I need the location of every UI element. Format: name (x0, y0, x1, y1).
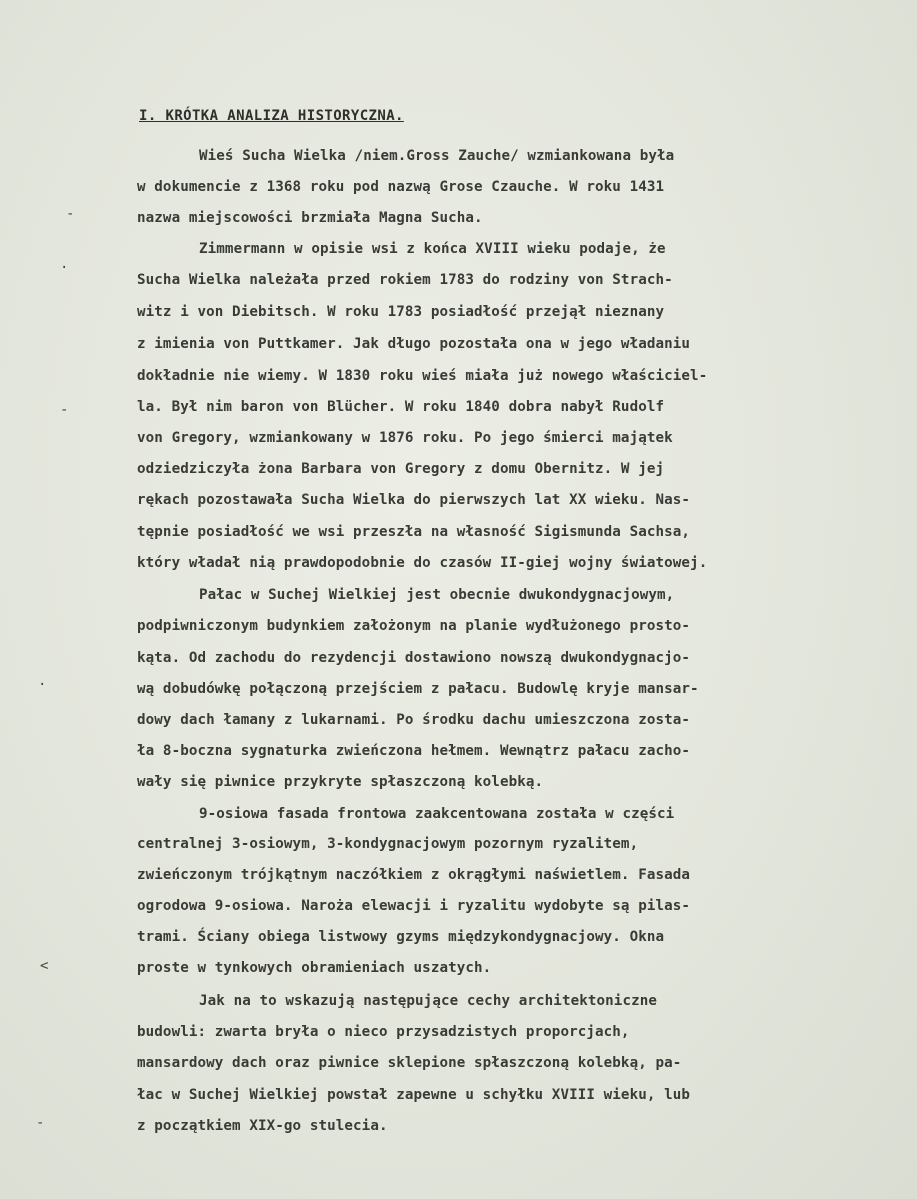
text-line: ogrodowa 9-osiowa. Naroża elewacji i ryzalitu wydobyte są pilas- (137, 898, 691, 914)
margin-mark: - (66, 206, 75, 222)
text-line: odziedziczyła żona Barbara von Gregory z domu Obernitz. W jej (137, 461, 665, 477)
text-line: z imienia von Puttkamer. Jak długo pozostała ona w jego władaniu (137, 336, 691, 352)
text-line: który władał nią prawdopodobnie do czasów II-giej wojny światowej. (137, 555, 708, 571)
section-heading: I. KRÓTKA ANALIZA HISTORYCZNA. (139, 108, 404, 124)
text-line: tępnie posiadłość we wsi przeszła na własność Sigismunda Sachsa, (137, 524, 691, 540)
margin-mark: - (36, 1115, 45, 1131)
text-line: Zimmermann w opisie wsi z końca XVIII wieku podaje, że (199, 241, 666, 257)
text-line: Jak na to wskazują następujące cechy architektoniczne (199, 993, 658, 1009)
margin-mark: · (60, 260, 69, 276)
text-line: wą dobudówkę połączoną przejściem z pałacu. Budowlę kryje mansar- (137, 681, 699, 697)
text-line: rękach pozostawała Sucha Wielka do pierwszych lat XX wieku. Nas- (137, 492, 691, 508)
text-line: witz i von Diebitsch. W roku 1783 posiadłość przejął nieznany (137, 304, 665, 320)
text-line: dokładnie nie wiemy. W 1830 roku wieś miała już nowego właściciel- (137, 368, 708, 384)
text-line: dowy dach łamany z lukarnami. Po środku dachu umieszczona zosta- (137, 712, 691, 728)
margin-mark: - (60, 402, 69, 418)
text-line: Wieś Sucha Wielka /niem.Gross Zauche/ wzmiankowana była (199, 148, 675, 164)
text-line: budowli: zwarta bryła o nieco przysadzistych proporcjach, (137, 1024, 630, 1040)
text-line: Pałac w Suchej Wielkiej jest obecnie dwukondygnacjowym, (199, 587, 675, 603)
text-line: centralnej 3-osiowym, 3-kondygnacjowym pozornym ryzalitem, (137, 836, 639, 852)
text-line: kąta. Od zachodu do rezydencji dostawiono nowszą dwukondygnacjo- (137, 650, 691, 666)
text-line: ła 8-boczna sygnaturka zwieńczona hełmem. Wewnątrz pałacu zacho- (137, 743, 691, 759)
text-line: w dokumencie z 1368 roku pod nazwą Grose Czauche. W roku 1431 (137, 179, 665, 195)
text-line: łac w Suchej Wielkiej powstał zapewne u schyłku XVIII wieku, lub (137, 1087, 691, 1103)
text-line: von Gregory, wzmiankowany w 1876 roku. Po jego śmierci majątek (137, 430, 673, 446)
text-line: Sucha Wielka należała przed rokiem 1783 do rodziny von Strach- (137, 272, 673, 288)
margin-mark: · (38, 677, 47, 693)
text-line: proste w tynkowych obramieniach uszatych. (137, 960, 492, 976)
text-line: la. Był nim baron von Blücher. W roku 1840 dobra nabył Rudolf (137, 399, 665, 415)
text-line: 9-osiowa fasada frontowa zaakcentowana została w części (199, 806, 675, 822)
margin-mark: < (40, 958, 49, 974)
text-line: trami. Ściany obiega listwowy gzyms międzykondygnacjowy. Okna (137, 929, 665, 945)
text-line: nazwa miejscowości brzmiała Magna Sucha. (137, 210, 483, 226)
text-line: podpiwniczonym budynkiem założonym na planie wydłużonego prosto- (137, 618, 691, 634)
text-line: wały się piwnice przykryte spłaszczoną kolebką. (137, 774, 544, 790)
text-line: mansardowy dach oraz piwnice sklepione spłaszczoną kolebką, pa- (137, 1055, 682, 1071)
text-line: z początkiem XIX-go stulecia. (137, 1118, 388, 1134)
text-line: zwieńczonym trójkątnym naczółkiem z okrągłymi naświetlem. Fasada (137, 867, 691, 883)
